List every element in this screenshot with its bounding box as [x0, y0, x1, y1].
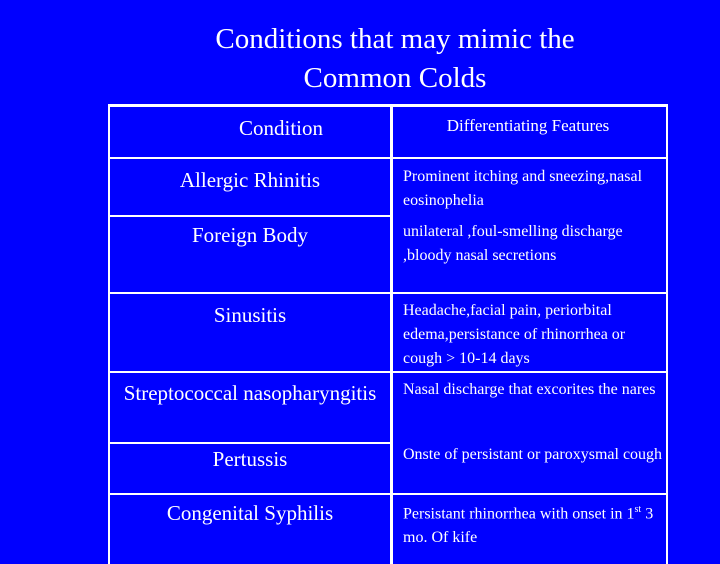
row-divider	[108, 215, 390, 217]
condition-cell: Streptococcal nasopharyngitis	[123, 381, 377, 405]
condition-cell: Allergic Rhinitis	[179, 168, 321, 192]
column-header-condition: Condition	[238, 116, 323, 140]
row-divider	[108, 292, 668, 294]
features-cell: Headache,facial pain, periorbital edema,persistance of rhinorrhea or cough > 10-14 days	[403, 302, 626, 367]
features-superscript: st	[634, 504, 642, 515]
features-cell: Nasal discharge that excorites the nares	[403, 381, 656, 398]
column-header-features: Differentiating Features	[446, 116, 610, 135]
condition-cell: Congenital Syphilis	[166, 501, 334, 525]
slide-title-line-1: Conditions that may mimic the	[215, 23, 575, 55]
features-cell: unilateral ,foul-smelling discharge ,bloody nasal secretions	[403, 223, 623, 264]
features-cell	[403, 498, 665, 550]
row-divider	[108, 371, 668, 373]
header-row-divider	[108, 157, 668, 159]
row-divider	[108, 442, 390, 444]
slide-title	[0, 20, 720, 98]
condition-cell: Pertussis	[212, 447, 288, 471]
condition-cell: Sinusitis	[213, 303, 287, 327]
features-text: 3 mo. Of kife	[403, 505, 654, 547]
slide-title-line-2: Common Colds	[303, 62, 487, 94]
row-divider	[108, 493, 668, 495]
condition-cell: Foreign Body	[191, 223, 309, 247]
features-text: Persistant rhinorrhea with onset in 1	[403, 505, 635, 523]
features-cell: Onste of persistant or paroxysmal cough	[403, 446, 663, 463]
features-cell: Prominent itching and sneezing,nasal eosinophelia	[403, 168, 643, 209]
column-divider	[390, 104, 393, 564]
